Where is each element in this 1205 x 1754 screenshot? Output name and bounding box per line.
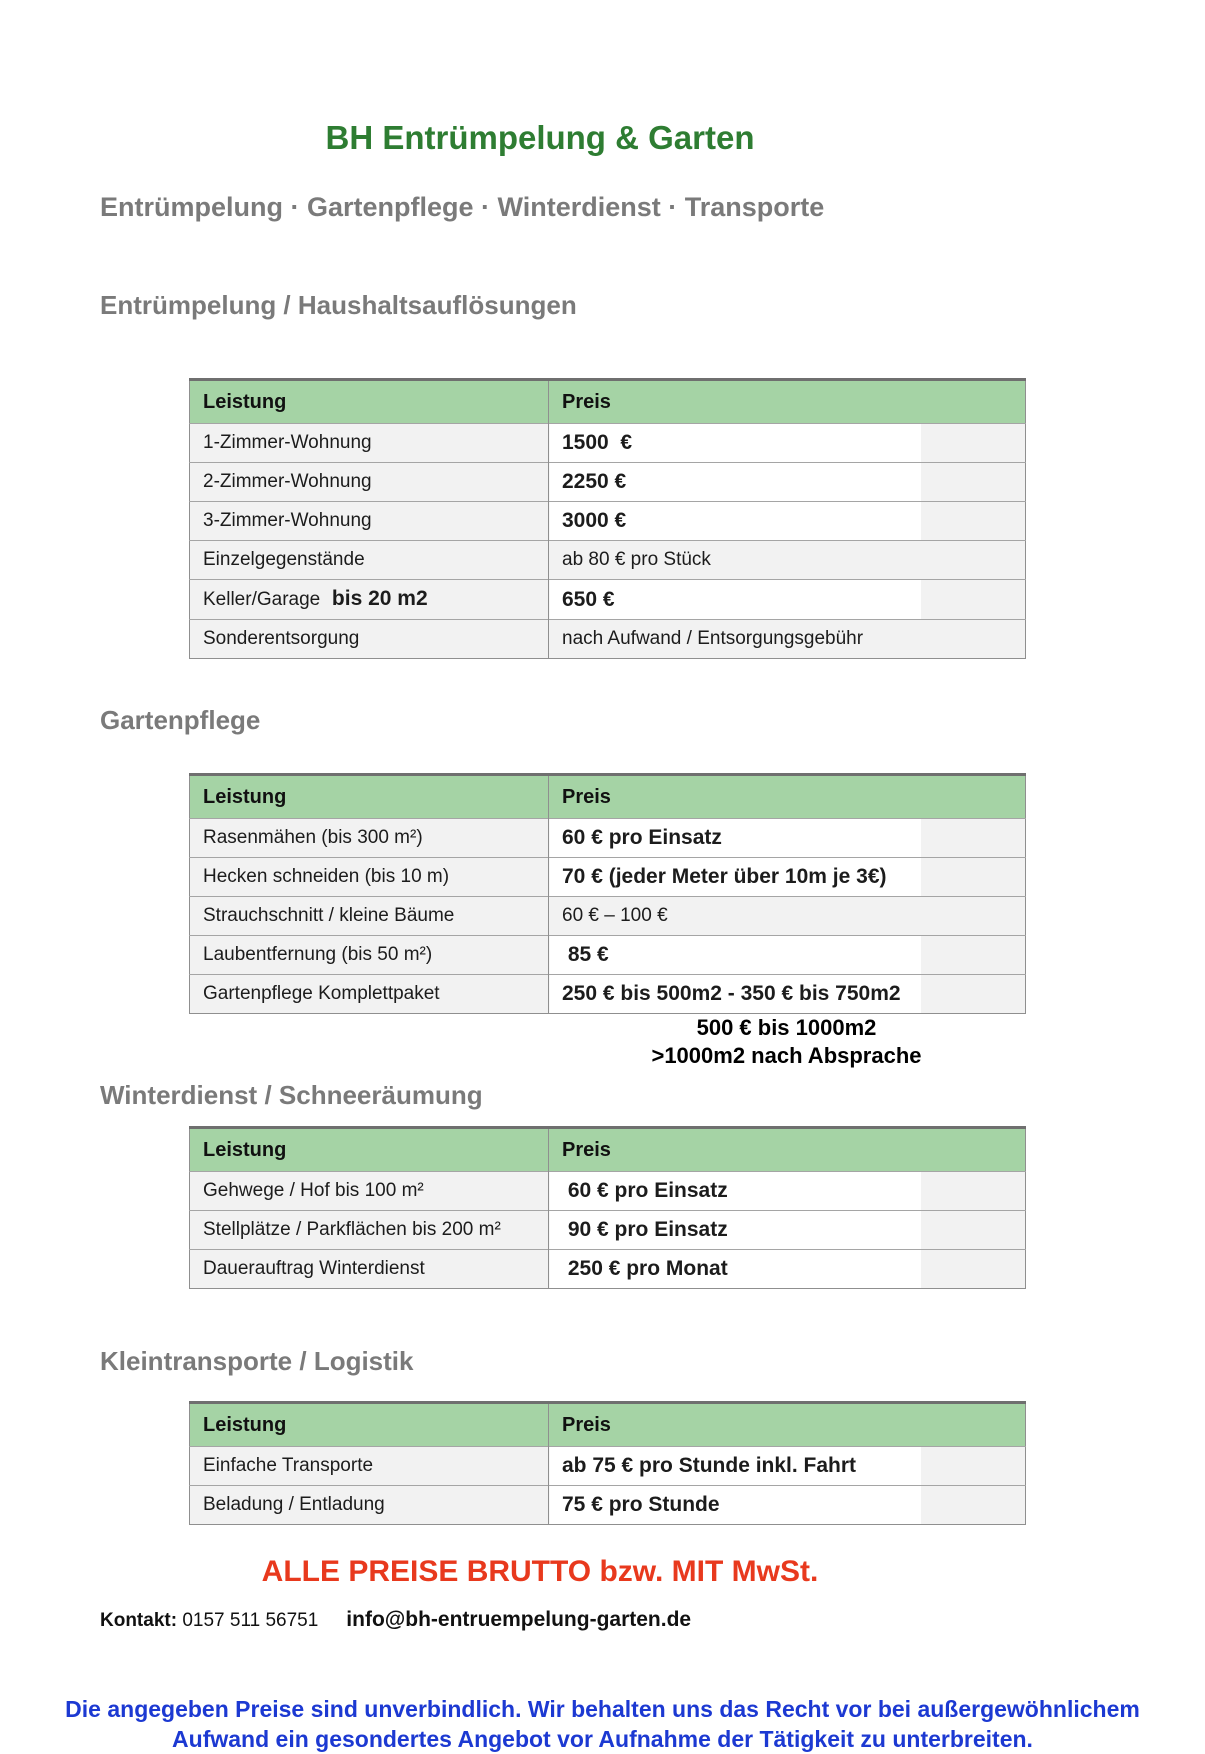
table-row <box>190 897 1026 936</box>
price-table-winterdienst <box>189 1126 1026 1289</box>
table-note: >1000m2 nach Absprache <box>651 1043 922 1068</box>
gross-price-note: ALLE PREISE BRUTTO bzw. MIT MwSt. <box>261 1555 819 1588</box>
column-header-leistung: Leistung <box>190 380 549 424</box>
column-header-leistung: Leistung <box>190 1403 549 1447</box>
service-cell: Laubentfernung (bis 50 m²) <box>190 936 549 975</box>
contact-label: Kontakt: <box>100 1610 178 1631</box>
service-cell: Strauchschnitt / kleine Bäume <box>190 897 549 936</box>
price-table-gartenpflege <box>189 773 1026 1014</box>
table-row <box>190 1447 1026 1486</box>
price-cell: 60 € pro Einsatz <box>549 819 1026 858</box>
service-cell: Beladung / Entladung <box>190 1486 549 1525</box>
price-cell: 60 € pro Einsatz <box>549 1172 1026 1211</box>
price-section-winterdienst <box>100 1078 1025 1289</box>
disclaimer <box>0 1694 1205 1754</box>
table-row <box>190 819 1026 858</box>
service-cell: Gartenpflege Komplettpaket <box>190 975 549 1014</box>
table-note: 500 € bis 1000m2 <box>696 1015 877 1040</box>
table-row <box>190 1172 1026 1211</box>
price-cell: ab 75 € pro Stunde inkl. Fahrt <box>549 1447 1026 1486</box>
service-cell: Einzelgegenstände <box>190 541 549 580</box>
header-row <box>190 775 1026 819</box>
service-cell: Dauerauftrag Winterdienst <box>190 1250 549 1289</box>
service-cell: 1-Zimmer-Wohnung <box>190 424 549 463</box>
service-cell: 3-Zimmer-Wohnung <box>190 502 549 541</box>
table-row <box>190 541 1026 580</box>
column-header-preis: Preis <box>549 380 1026 424</box>
table-row <box>190 1250 1026 1289</box>
service-cell-bold-suffix: bis 20 m2 <box>320 587 428 610</box>
table-row <box>190 1211 1026 1250</box>
price-cell: 250 € bis 500m2 - 350 € bis 750m2 <box>549 975 1026 1014</box>
service-cell: Keller/Garage bis 20 m2 <box>190 580 549 620</box>
header-row <box>190 380 1026 424</box>
contact-phone: 0157 511 56751 <box>177 1610 319 1631</box>
service-cell: Hecken schneiden (bis 10 m) <box>190 858 549 897</box>
contact-line <box>100 1607 1025 1634</box>
price-cell: ab 80 € pro Stück <box>549 541 1026 580</box>
price-section-transporte <box>100 1344 1025 1525</box>
price-cell: 1500 € <box>549 424 1026 463</box>
page-title: BH Entrümpelung & Garten <box>325 119 755 156</box>
column-header-leistung: Leistung <box>190 775 549 819</box>
table-row <box>190 424 1026 463</box>
section-heading: Winterdienst / Schneeräumung <box>100 1080 483 1110</box>
price-section-gartenpflege <box>100 703 1025 1070</box>
price-cell: 75 € pro Stunde <box>549 1486 1026 1525</box>
sections <box>100 288 1025 1525</box>
price-cell: nach Aufwand / Entsorgungsgebühr <box>549 620 1026 659</box>
section-heading: Gartenpflege <box>100 705 261 735</box>
price-cell: 60 € – 100 € <box>549 897 1026 936</box>
price-cell: 85 € <box>549 936 1026 975</box>
price-cell: 70 € (jeder Meter über 10m je 3€) <box>549 858 1026 897</box>
price-cell: 3000 € <box>549 502 1026 541</box>
column-header-preis: Preis <box>549 1403 1026 1447</box>
price-cell: 90 € pro Einsatz <box>549 1211 1026 1250</box>
header-row <box>190 1403 1026 1447</box>
service-cell: Gehwege / Hof bis 100 m² <box>190 1172 549 1211</box>
service-cell: 2-Zimmer-Wohnung <box>190 463 549 502</box>
service-cell: Sonderentsorgung <box>190 620 549 659</box>
price-cell: 2250 € <box>549 463 1026 502</box>
price-table-entruempelung <box>189 378 1026 659</box>
price-table-transporte <box>189 1401 1026 1525</box>
service-cell: Einfache Transporte <box>190 1447 549 1486</box>
disclaimer-line: Aufwand ein gesondertes Angebot vor Aufnahme der Tätigkeit zu unterbreiten. <box>172 1726 1033 1752</box>
section-heading: Kleintransporte / Logistik <box>100 1346 414 1376</box>
column-header-preis: Preis <box>549 775 1026 819</box>
table-row <box>190 502 1026 541</box>
column-header-leistung: Leistung <box>190 1128 549 1172</box>
table-row <box>190 580 1026 620</box>
price-section-entruempelung <box>100 288 1025 659</box>
service-cell: Stellplätze / Parkflächen bis 200 m² <box>190 1211 549 1250</box>
table-row <box>190 975 1026 1014</box>
contact-email: info@bh-entruempelung-garten.de <box>346 1608 692 1631</box>
section-heading: Entrümpelung / Haushaltsauflösungen <box>100 290 577 320</box>
page-content <box>100 0 1025 1634</box>
table-row <box>190 620 1026 659</box>
price-cell: 650 € <box>549 580 1026 620</box>
header-row <box>190 1128 1026 1172</box>
disclaimer-line: Die angegeben Preise sind unverbindlich. Wir behalten uns das Recht vor bei außergewöhnlichem <box>65 1696 1140 1722</box>
service-cell: Rasenmähen (bis 300 m²) <box>190 819 549 858</box>
column-header-preis: Preis <box>549 1128 1026 1172</box>
table-row <box>190 936 1026 975</box>
table-row <box>190 463 1026 502</box>
price-cell: 250 € pro Monat <box>549 1250 1026 1289</box>
page-subtitle: Entrümpelung · Gartenpflege · Winterdienst · Transporte <box>100 192 825 222</box>
table-row <box>190 1486 1026 1525</box>
table-row <box>190 858 1026 897</box>
